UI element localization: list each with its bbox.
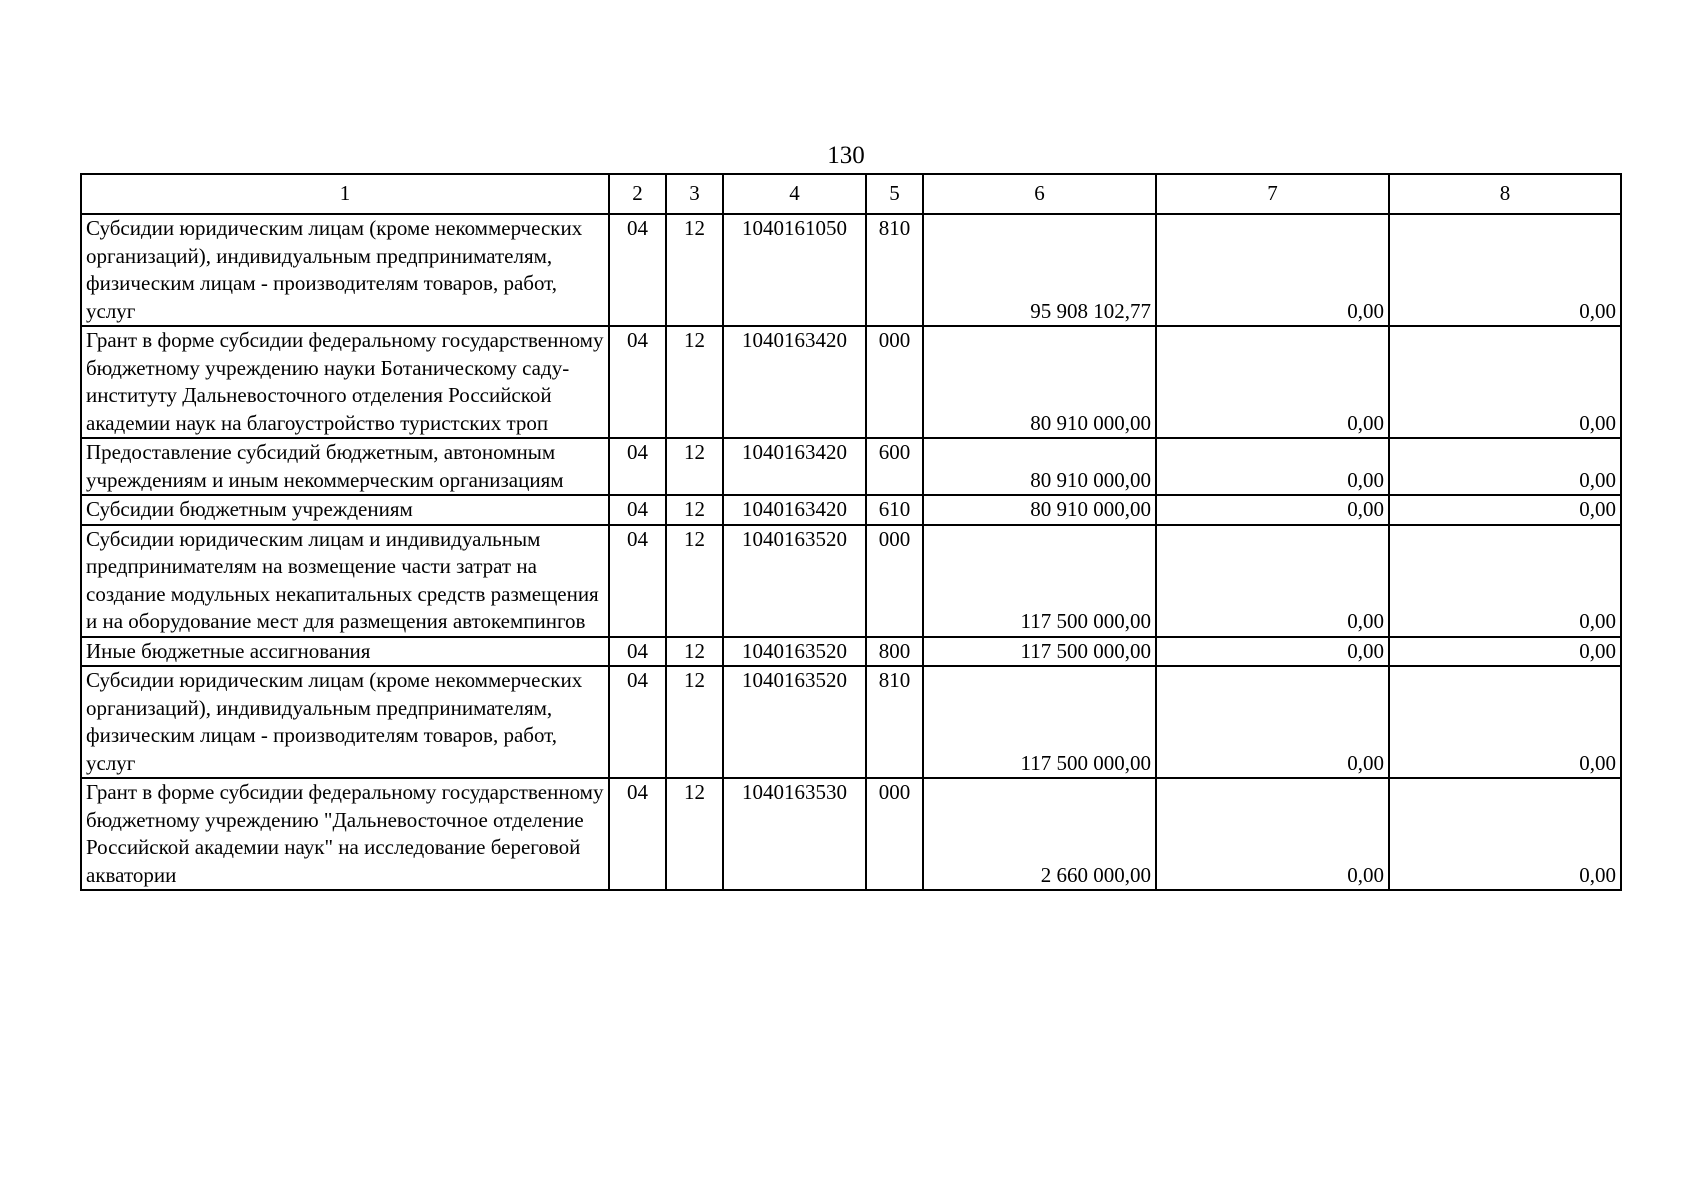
row-target-article: 1040163520 [723, 666, 866, 778]
row-description: Грант в форме субсидии федеральному государственному бюджетному учреждению науки Ботаническому саду-институту Дальневосточного отделения Российской академии наук на благоустройство туристских троп [81, 326, 609, 438]
page-number: 130 [827, 142, 865, 169]
row-amount-col6: 80 910 000,00 [923, 438, 1156, 495]
row-expense-type: 810 [866, 214, 923, 326]
row-subsection-code: 12 [666, 495, 723, 525]
row-section-code: 04 [609, 637, 666, 667]
row-expense-type: 600 [866, 438, 923, 495]
row-subsection-code: 12 [666, 326, 723, 438]
column-header-2: 2 [609, 174, 666, 214]
row-amount-col8: 0,00 [1389, 525, 1621, 637]
row-amount-col7: 0,00 [1156, 666, 1389, 778]
row-amount-col8: 0,00 [1389, 778, 1621, 890]
table-row [81, 525, 1621, 637]
column-header-5: 5 [866, 174, 923, 214]
row-amount-col6: 117 500 000,00 [923, 666, 1156, 778]
row-section-code: 04 [609, 666, 666, 778]
row-section-code: 04 [609, 326, 666, 438]
column-header-4: 4 [723, 174, 866, 214]
budget-table [80, 173, 1622, 891]
row-amount-col8: 0,00 [1389, 326, 1621, 438]
row-description: Субсидии юридическим лицам (кроме некоммерческих организаций), индивидуальным предпринимателям, физическим лицам - производителям товаров, работ, услуг [81, 666, 609, 778]
row-target-article: 1040163420 [723, 438, 866, 495]
row-subsection-code: 12 [666, 438, 723, 495]
column-header-1: 1 [81, 174, 609, 214]
row-target-article: 1040161050 [723, 214, 866, 326]
row-amount-col6: 2 660 000,00 [923, 778, 1156, 890]
row-amount-col8: 0,00 [1389, 438, 1621, 495]
row-amount-col7: 0,00 [1156, 637, 1389, 667]
row-subsection-code: 12 [666, 637, 723, 667]
row-expense-type: 810 [866, 666, 923, 778]
table-row [81, 778, 1621, 890]
row-amount-col6: 80 910 000,00 [923, 326, 1156, 438]
row-section-code: 04 [609, 525, 666, 637]
column-header-3: 3 [666, 174, 723, 214]
row-subsection-code: 12 [666, 214, 723, 326]
row-target-article: 1040163520 [723, 525, 866, 637]
row-description: Субсидии бюджетным учреждениям [81, 495, 609, 525]
row-target-article: 1040163530 [723, 778, 866, 890]
row-amount-col8: 0,00 [1389, 214, 1621, 326]
table-row [81, 438, 1621, 495]
row-subsection-code: 12 [666, 666, 723, 778]
row-target-article: 1040163420 [723, 495, 866, 525]
row-amount-col6: 80 910 000,00 [923, 495, 1156, 525]
row-amount-col6: 95 908 102,77 [923, 214, 1156, 326]
row-amount-col7: 0,00 [1156, 214, 1389, 326]
row-amount-col7: 0,00 [1156, 495, 1389, 525]
column-header-7: 7 [1156, 174, 1389, 214]
column-header-6: 6 [923, 174, 1156, 214]
table-row [81, 326, 1621, 438]
row-section-code: 04 [609, 778, 666, 890]
row-amount-col6: 117 500 000,00 [923, 637, 1156, 667]
row-amount-col7: 0,00 [1156, 438, 1389, 495]
row-description: Иные бюджетные ассигнования [81, 637, 609, 667]
row-amount-col8: 0,00 [1389, 666, 1621, 778]
row-amount-col8: 0,00 [1389, 637, 1621, 667]
row-description: Субсидии юридическим лицам и индивидуальным предпринимателям на возмещение части затрат на создание модульных некапитальных средств размещения и на оборудование мест для размещения автокемпингов [81, 525, 609, 637]
row-amount-col7: 0,00 [1156, 525, 1389, 637]
row-description: Предоставление субсидий бюджетным, автономным учреждениям и иным некоммерческим организациям [81, 438, 609, 495]
row-expense-type: 000 [866, 326, 923, 438]
row-description: Грант в форме субсидии федеральному государственному бюджетному учреждению "Дальневосточное отделение Российской академии наук" на исследование береговой акватории [81, 778, 609, 890]
header-row [81, 174, 1621, 214]
row-subsection-code: 12 [666, 778, 723, 890]
row-section-code: 04 [609, 438, 666, 495]
column-header-8: 8 [1389, 174, 1621, 214]
row-subsection-code: 12 [666, 525, 723, 637]
table-row [81, 637, 1621, 667]
row-expense-type: 800 [866, 637, 923, 667]
table-row [81, 666, 1621, 778]
row-description: Субсидии юридическим лицам (кроме некоммерческих организаций), индивидуальным предпринимателям, физическим лицам - производителям товаров, работ, услуг [81, 214, 609, 326]
row-expense-type: 610 [866, 495, 923, 525]
row-expense-type: 000 [866, 525, 923, 637]
table-row [81, 214, 1621, 326]
row-amount-col6: 117 500 000,00 [923, 525, 1156, 637]
row-section-code: 04 [609, 495, 666, 525]
table-row [81, 495, 1621, 525]
row-target-article: 1040163420 [723, 326, 866, 438]
row-expense-type: 000 [866, 778, 923, 890]
row-target-article: 1040163520 [723, 637, 866, 667]
row-amount-col8: 0,00 [1389, 495, 1621, 525]
row-section-code: 04 [609, 214, 666, 326]
row-amount-col7: 0,00 [1156, 326, 1389, 438]
row-amount-col7: 0,00 [1156, 778, 1389, 890]
